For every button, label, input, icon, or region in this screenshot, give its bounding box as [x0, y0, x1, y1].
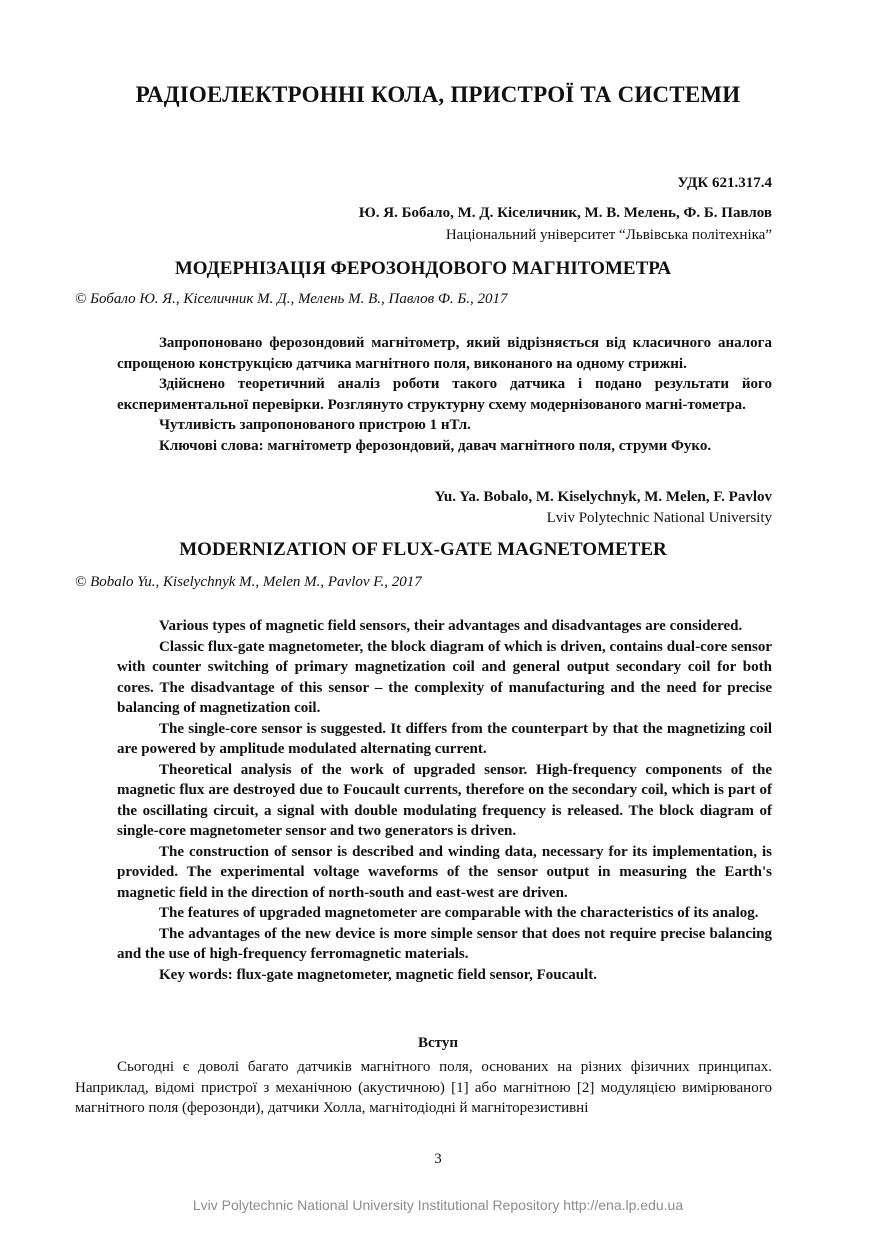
- page-number: 3: [434, 1151, 442, 1167]
- abstract-paragraph: The construction of sensor is described and winding data, necessary for its implementation, is provided. The experimental voltage waveforms of the sensor output in measuring the Earth's magnetic field in the direction of north-south and east-west are driven.: [117, 843, 772, 901]
- abstract-ukrainian: [117, 333, 772, 456]
- abstract-paragraph: Theoretical analysis of the work of upgraded sensor. High-frequency components of the magnetic flux are destroyed due to Foucault currents, therefore on the secondary coil, which is part of the oscillating circuit, a signal with double modulating frequency is released. The block diagram of single-core magnetometer sensor and two generators is driven.: [117, 761, 772, 839]
- affiliation-ukrainian: Національний університет “Львівська політехніка”: [445, 227, 772, 243]
- abstract-paragraph: Запропоновано ферозондовий магнітометр, який відрізняється від класичного аналога спрощеною конструкцією датчика магнітного поля, виконаного на одному стрижні.: [117, 335, 772, 372]
- abstract-english: [117, 616, 772, 985]
- repository-footer: Lviv Polytechnic National University Institutional Repository http://ena.lp.edu.ua: [192, 1197, 684, 1213]
- paper-title-ukrainian: МОДЕРНІЗАЦІЯ ФЕРОЗОНДОВОГО МАГНІТОМЕТРА: [174, 258, 672, 279]
- abstract-paragraph: Чутливість запропонованого пристрою 1 нТл.: [159, 417, 471, 433]
- abstract-paragraph: Здійснено теоретичний аналіз роботи такого датчика і подано результати його експериментальної перевірки. Розглянуто структурну схему модернізованого магні-тометра.: [117, 376, 772, 413]
- abstract-paragraph: The advantages of the new device is more simple sensor that does not require precise balancing and the use of high-frequency ferromagnetic materials.: [117, 925, 772, 962]
- affiliation-english: Lviv Polytechnic National University: [546, 510, 772, 526]
- intro-paragraph: Сьогодні є доволі багато датчиків магнітного поля, основаних на різних фізичних принципах. Наприклад, відомі пристрої з механічною (акустичною) [1] або магнітною [2] модуляцією вимірюваного магнітного поля (ферозонди), датчики Холла, магнітодіодні й магніторезистивні: [75, 1059, 772, 1116]
- section-title: РАДІОЕЛЕКТРОННІ КОЛА, ПРИСТРОЇ ТА СИСТЕМИ: [135, 82, 741, 107]
- keywords-ukrainian: Ключові слова: магнітометр ферозондовий, давач магнітного поля, струми Фуко.: [159, 437, 712, 454]
- abstract-paragraph: Various types of magnetic field sensors, their advantages and disadvantages are considered.: [159, 618, 743, 634]
- abstract-paragraph: The features of upgraded magnetometer are comparable with the characteristics of its analog.: [159, 905, 759, 921]
- keywords-english: Key words: flux-gate magnetometer, magnetic field sensor, Foucault.: [159, 966, 597, 983]
- abstract-paragraph: Classic flux-gate magnetometer, the block diagram of which is driven, contains dual-core sensor with counter switching of primary magnetization coil and general output secondary coil for both cores. The disadvantage of this sensor – the complexity of manufacturing and the need for precise balancing of magnetization coil.: [117, 638, 772, 716]
- copyright-english: © Bobalo Yu., Kiselychnyk M., Melen M., Pavlov F., 2017: [75, 574, 422, 590]
- intro-body: [75, 1057, 772, 1119]
- authors-english: Yu. Ya. Bobalo, M. Kiselychnyk, M. Melen, F. Pavlov: [434, 489, 772, 505]
- abstract-paragraph: The single-core sensor is suggested. It differs from the counterpart by that the magnetizing coil are powered by amplitude modulated alternating current.: [117, 720, 772, 757]
- authors-ukrainian: Ю. Я. Бобало, М. Д. Кіселичник, М. В. Мелень, Ф. Б. Павлов: [358, 205, 772, 221]
- copyright-ukrainian: © Бобало Ю. Я., Кіселичник М. Д., Мелень М. В., Павлов Ф. Б., 2017: [75, 291, 508, 307]
- paper-title-english: MODERNIZATION OF FLUX-GATE MAGNETOMETER: [179, 539, 667, 560]
- intro-heading: Вступ: [418, 1035, 458, 1051]
- udk-code: УДК 621.317.4: [677, 175, 772, 191]
